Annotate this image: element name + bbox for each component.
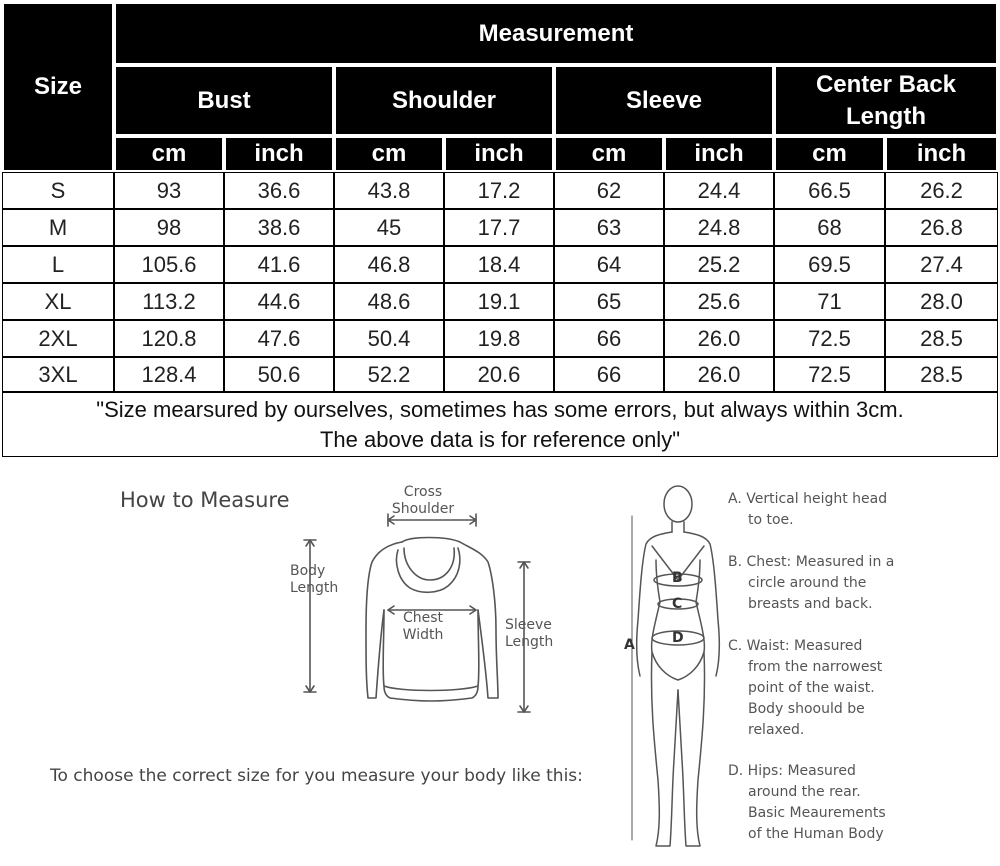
table-cell: 26.8 xyxy=(885,209,998,246)
table-cell: 66 xyxy=(554,320,664,357)
label-chest-width: Chest Width xyxy=(402,610,444,643)
unit-header-cm: cm xyxy=(114,136,224,172)
table-cell: 65 xyxy=(554,283,664,320)
legend-chest: B. Chest: Measured in a circle around the breasts and back. xyxy=(728,554,895,612)
table-cell: 44.6 xyxy=(224,283,334,320)
unit-header-inch: inch xyxy=(224,136,334,172)
letter-b: B xyxy=(672,570,683,586)
table-cell: 63 xyxy=(554,209,664,246)
unit-header-inch: inch xyxy=(885,136,998,172)
table-cell: 113.2 xyxy=(114,283,224,320)
table-cell: 25.2 xyxy=(664,246,774,283)
size-header: Size xyxy=(2,2,114,172)
table-cell: 47.6 xyxy=(224,320,334,357)
table-cell: 27.4 xyxy=(885,246,998,283)
guide-title: How to Measure xyxy=(120,488,290,512)
table-cell: 19.1 xyxy=(444,283,554,320)
measurement-header: Measurement xyxy=(114,2,998,65)
table-cell: 98 xyxy=(114,209,224,246)
legend-hips: D. Hips: Measured around the rear. Basic Meaurements of the Human Body xyxy=(728,763,886,842)
measure-header-center-back-length: Center Back Length xyxy=(774,65,998,136)
measure-header-sleeve: Sleeve xyxy=(554,65,774,136)
legend-height: A. Vertical height head to toe. xyxy=(728,491,888,528)
table-cell: 28.0 xyxy=(885,283,998,320)
table-cell: 26.2 xyxy=(885,172,998,209)
table-cell: 46.8 xyxy=(334,246,444,283)
table-cell: 128.4 xyxy=(114,357,224,392)
legend-waist: C. Waist: Measured from the narrowest point of the waist. Body shoould be relaxed. xyxy=(728,638,883,738)
table-cell: 66.5 xyxy=(774,172,885,209)
size-label-m: M xyxy=(2,209,114,246)
table-cell: 72.5 xyxy=(774,320,885,357)
table-cell: 71 xyxy=(774,283,885,320)
table-cell: 38.6 xyxy=(224,209,334,246)
size-label-l: L xyxy=(2,246,114,283)
reference-note: "Size mearsured by ourselves, sometimes has some errors, but always within 3cm. The above data is for reference only" xyxy=(2,392,998,457)
label-sleeve-length: Sleeve Length xyxy=(505,617,554,650)
label-cross-shoulder: Cross Shoulder xyxy=(391,484,455,517)
size-label-s: S xyxy=(2,172,114,209)
table-cell: 48.6 xyxy=(334,283,444,320)
table-cell: 28.5 xyxy=(885,357,998,392)
table-cell: 45 xyxy=(334,209,444,246)
unit-header-inch: inch xyxy=(664,136,774,172)
label-body-length: Body Length xyxy=(290,563,339,596)
unit-header-cm: cm xyxy=(334,136,444,172)
table-cell: 50.4 xyxy=(334,320,444,357)
table-cell: 105.6 xyxy=(114,246,224,283)
measure-header-shoulder: Shoulder xyxy=(334,65,554,136)
table-cell: 68 xyxy=(774,209,885,246)
table-cell: 50.6 xyxy=(224,357,334,392)
table-cell: 17.7 xyxy=(444,209,554,246)
table-cell: 17.2 xyxy=(444,172,554,209)
table-cell: 26.0 xyxy=(664,357,774,392)
size-label-3xl: 3XL xyxy=(2,357,114,392)
measure-guide xyxy=(0,470,1000,866)
table-cell: 28.5 xyxy=(885,320,998,357)
table-cell: 26.0 xyxy=(664,320,774,357)
table-cell: 24.4 xyxy=(664,172,774,209)
size-label-xl: XL xyxy=(2,283,114,320)
table-cell: 72.5 xyxy=(774,357,885,392)
table-cell: 20.6 xyxy=(444,357,554,392)
table-cell: 24.8 xyxy=(664,209,774,246)
table-cell: 52.2 xyxy=(334,357,444,392)
table-cell: 64 xyxy=(554,246,664,283)
table-cell: 36.6 xyxy=(224,172,334,209)
table-cell: 19.8 xyxy=(444,320,554,357)
table-cell: 62 xyxy=(554,172,664,209)
table-cell: 69.5 xyxy=(774,246,885,283)
table-cell: 18.4 xyxy=(444,246,554,283)
unit-header-cm: cm xyxy=(774,136,885,172)
letter-d: D xyxy=(672,630,684,646)
body-figure xyxy=(622,480,732,860)
unit-header-inch: inch xyxy=(444,136,554,172)
letter-a: A xyxy=(624,637,635,653)
measure-header-bust: Bust xyxy=(114,65,334,136)
letter-c: C xyxy=(672,596,683,612)
table-cell: 66 xyxy=(554,357,664,392)
table-cell: 93 xyxy=(114,172,224,209)
table-cell: 120.8 xyxy=(114,320,224,357)
instruction-text: To choose the correct size for you measure your body like this: xyxy=(50,766,583,786)
unit-header-cm: cm xyxy=(554,136,664,172)
size-label-2xl: 2XL xyxy=(2,320,114,357)
table-cell: 43.8 xyxy=(334,172,444,209)
table-cell: 41.6 xyxy=(224,246,334,283)
size-chart-table xyxy=(2,2,998,457)
table-cell: 25.6 xyxy=(664,283,774,320)
